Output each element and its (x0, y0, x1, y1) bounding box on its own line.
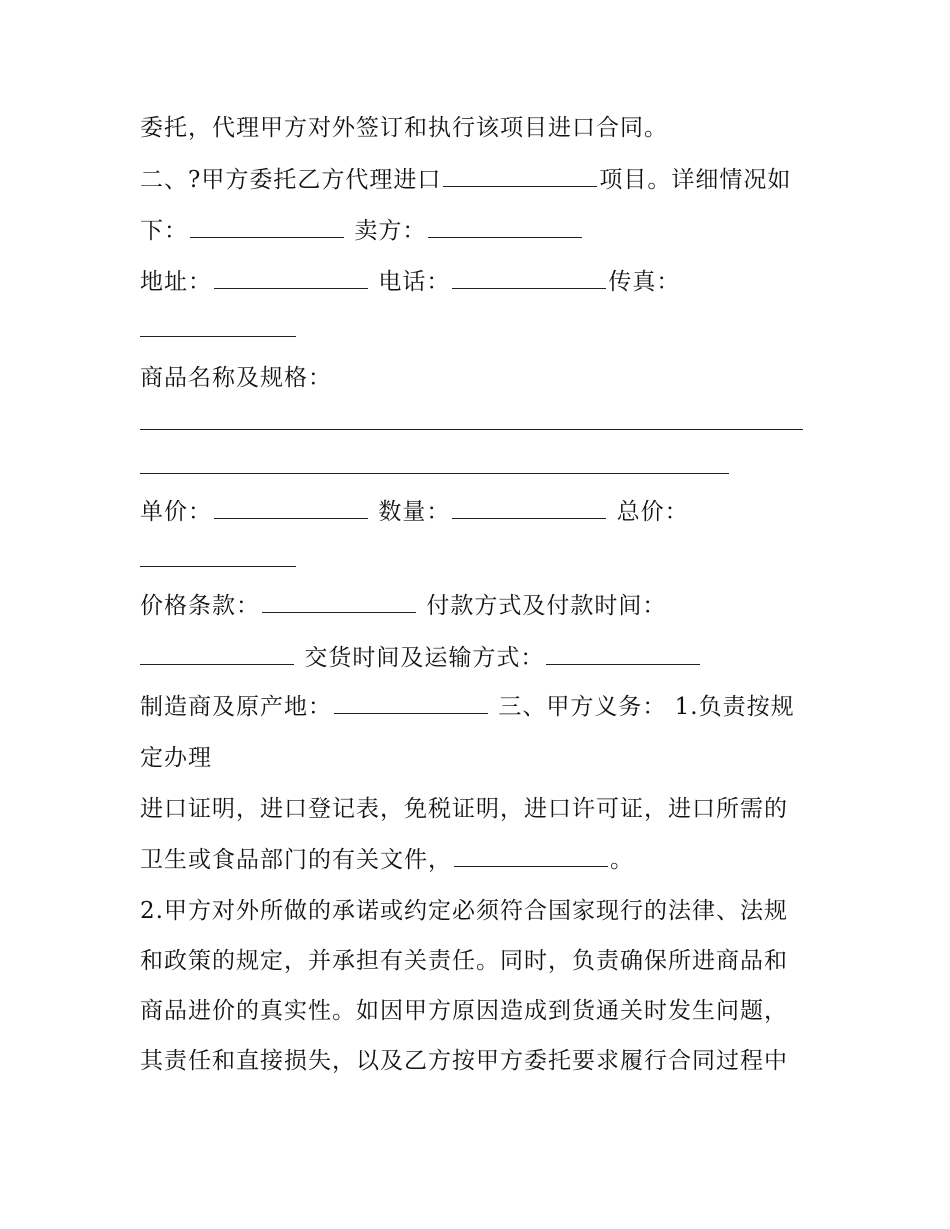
line-text: 进口证明，进口登记表，免税证明，进口许可证，进口所需的 (140, 796, 788, 822)
fill-blank-unit-price (214, 498, 368, 519)
line-text: 付款方式及付款时间： (426, 593, 667, 619)
text-line (140, 692, 795, 722)
text-line (140, 794, 788, 824)
fill-blank-total (140, 566, 296, 567)
line-text: 价格条款： (140, 593, 260, 619)
line-text: 传真： (608, 269, 681, 295)
text-line (140, 743, 212, 773)
line-text: 定办理 (140, 745, 212, 771)
line-text: 商品名称及规格： (140, 365, 332, 391)
text-line (140, 216, 584, 246)
fill-blank-manufacturer (334, 693, 488, 714)
text-line (140, 1046, 788, 1076)
line-text: 其责任和直接损失，以及乙方按甲方委托要求履行合同过程中 (140, 1048, 788, 1074)
line-text: 单价： (140, 499, 212, 525)
line-text: 委托，代理甲方对外签订和执行该项目进口合同。 (140, 115, 668, 141)
text-line (140, 946, 788, 976)
fill-blank-buyer (190, 217, 344, 238)
text-line (140, 845, 634, 875)
line-text: 2.甲方对外所做的承诺或约定必须符合国家现行的法律、法规 (140, 898, 788, 924)
text-line (140, 643, 702, 673)
text-line (140, 591, 666, 621)
line-text: 数量： (378, 499, 451, 525)
line-text: 。 (610, 847, 634, 873)
line-text: 三、甲方义务： (498, 694, 667, 720)
fill-blank-seller (428, 217, 582, 238)
line-text: 地址： (140, 269, 212, 295)
fill-blank-phone (452, 268, 606, 289)
line-text: 1.负责按规 (674, 694, 795, 720)
text-line (140, 497, 689, 527)
line-text: 交货时间及运输方式： (304, 645, 545, 671)
text-line (140, 165, 791, 195)
line-text: 总价： (616, 499, 689, 525)
line-text: 二、?甲方委托乙方代理进口 (140, 167, 442, 193)
fill-blank-documents (454, 846, 608, 867)
line-text: 制造商及原产地： (140, 694, 332, 720)
line-text: 电话： (378, 269, 451, 295)
fill-blank-delivery (546, 644, 700, 665)
line-text: 卖方： (354, 218, 427, 244)
line-text: 项目。详细情况如 (599, 167, 792, 193)
fill-blank-spec-1 (140, 429, 803, 430)
line-text: 和政策的规定，并承担有关责任。同时，负责确保所进商品和 (140, 948, 788, 974)
line-text: 下： (140, 218, 188, 244)
text-line (140, 113, 668, 143)
line-text: 卫生或食品部门的有关文件， (140, 847, 452, 873)
fill-blank-fax (140, 336, 296, 337)
line-text: 商品进价的真实性。如因甲方原因造成到货通关时发生问题， (140, 998, 788, 1024)
fill-blank-spec-2 (140, 473, 729, 474)
fill-blank-quantity (452, 498, 606, 519)
fill-blank-project (443, 166, 597, 187)
fill-blank-price-terms (262, 592, 416, 613)
text-line (140, 896, 788, 926)
fill-blank-address (214, 268, 368, 289)
fill-blank-payment (140, 644, 294, 665)
text-line (140, 363, 332, 393)
text-line (140, 267, 680, 297)
text-line (140, 996, 788, 1026)
